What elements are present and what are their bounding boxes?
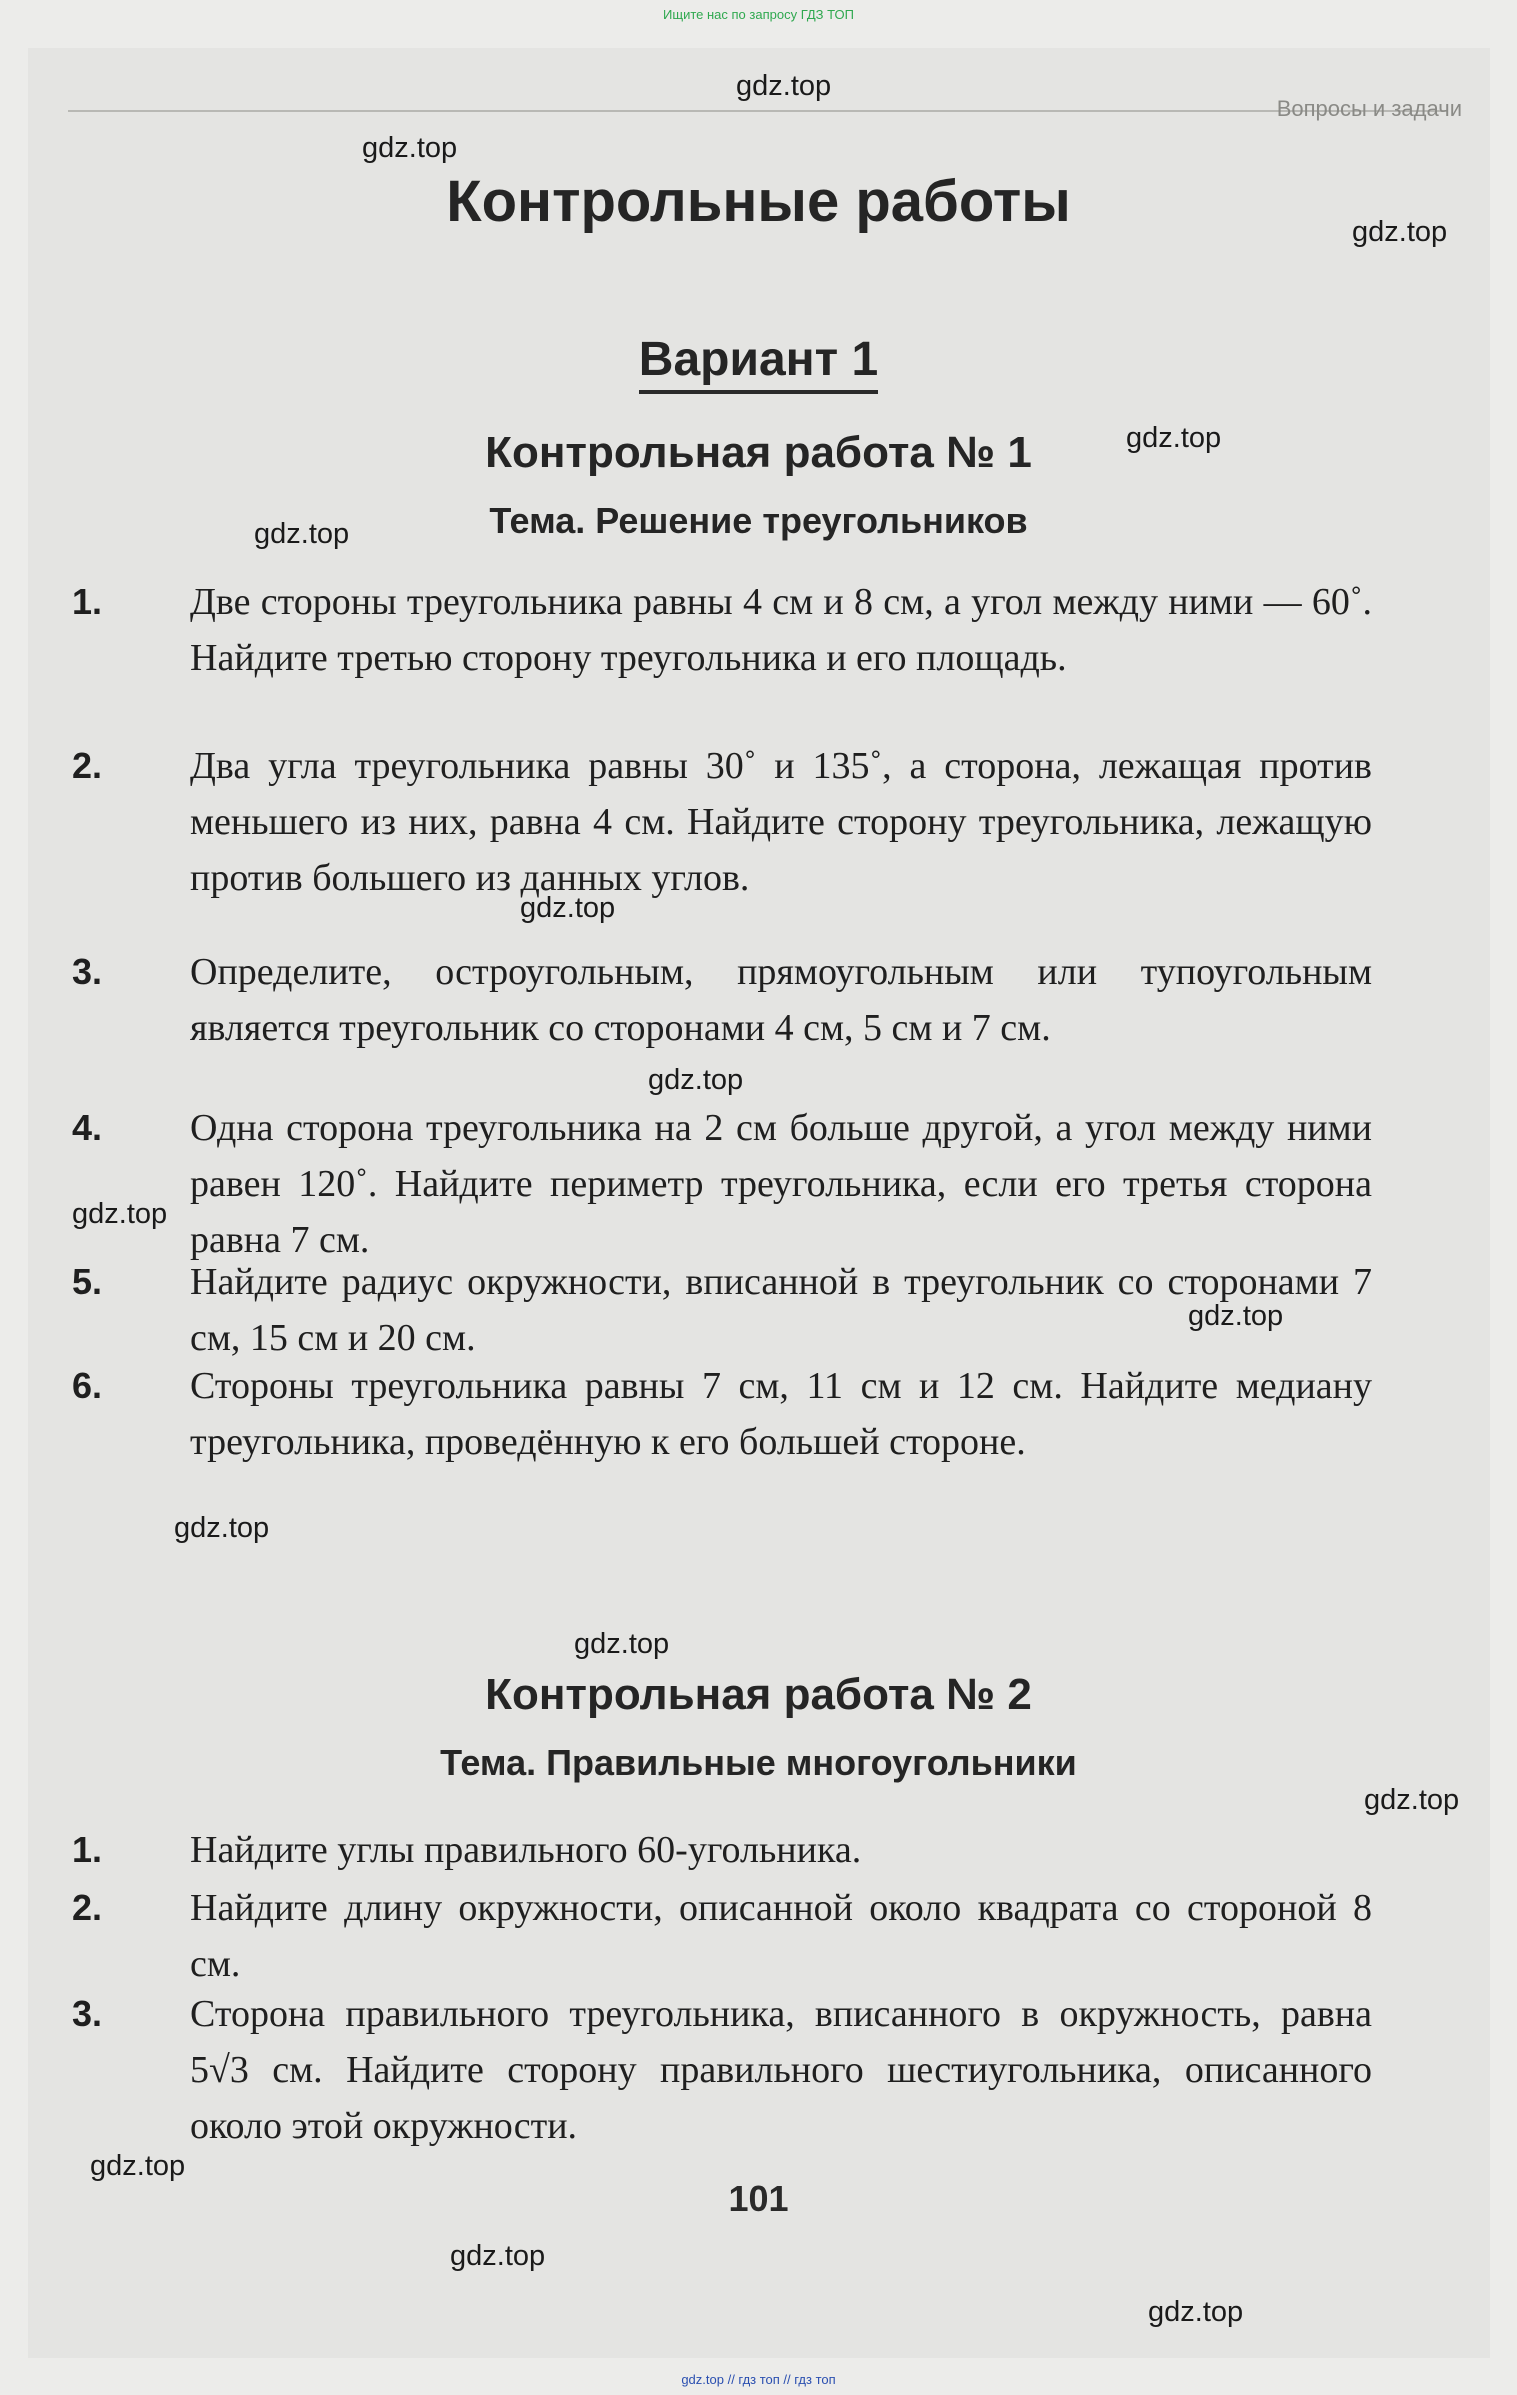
watermark: gdz.top bbox=[174, 1512, 270, 1544]
task-text: Стороны треугольника равны 7 см, 11 см и 12 см. Найдите медиану треугольника, проведённую к его большей стороне. bbox=[190, 1365, 1372, 1463]
task-number: 6. bbox=[72, 1365, 103, 1406]
work-1-title: Контрольная работа № 1 bbox=[485, 428, 1032, 477]
task-number: 1. bbox=[72, 581, 103, 622]
watermark: gdz.top bbox=[450, 2240, 546, 2272]
watermark: gdz.top bbox=[1352, 216, 1448, 248]
task-number: 5. bbox=[72, 1261, 103, 1302]
work-1-task-3 bbox=[72, 944, 1372, 1056]
running-head: Вопросы и задачи bbox=[1276, 96, 1462, 121]
watermark: gdz.top bbox=[72, 1198, 168, 1230]
watermark: gdz.top bbox=[1188, 1300, 1284, 1332]
task-number: 1. bbox=[72, 1829, 103, 1870]
watermark: gdz.top bbox=[648, 1064, 744, 1096]
header-rule bbox=[68, 110, 1448, 112]
task-text: Две стороны треугольника равны 4 см и 8 см, а угол между ними — 60˚. Найдите третью сторону треугольника и его площадь. bbox=[190, 581, 1372, 679]
top-banner[interactable]: Ищите нас по запросу ГДЗ ТОП bbox=[663, 7, 854, 22]
task-number: 3. bbox=[72, 951, 103, 992]
task-text: Два угла треугольника равны 30˚ и 135˚, а сторона, лежащая против меньшего из них, равна 4 см. Найдите сторону треугольника, лежащую против большего из данных углов. bbox=[190, 745, 1372, 899]
watermark: gdz.top bbox=[1148, 2296, 1244, 2328]
task-number: 4. bbox=[72, 1107, 103, 1148]
watermark: gdz.top bbox=[1364, 1784, 1460, 1816]
page-title: Контрольные работы bbox=[446, 169, 1071, 234]
task-number: 2. bbox=[72, 745, 103, 786]
work-1-task-6 bbox=[72, 1358, 1372, 1470]
bottom-banner[interactable]: gdz.top // гдз топ // гдз топ bbox=[681, 2372, 836, 2387]
work-2-task-2 bbox=[72, 1880, 1372, 1992]
work-2-task-1 bbox=[72, 1822, 1372, 1878]
work-1-task-4 bbox=[72, 1100, 1372, 1268]
watermark: gdz.top bbox=[1126, 422, 1222, 454]
variant-heading bbox=[0, 332, 1517, 387]
task-text: Одна сторона треугольника на 2 см больше другой, а угол между ними равен 120˚. Найдите периметр треугольника, если его третья сторона равна 7 см. bbox=[190, 1107, 1372, 1261]
task-number: 2. bbox=[72, 1887, 103, 1928]
watermark: gdz.top bbox=[90, 2150, 186, 2182]
task-text: Найдите углы правильного 60-угольника. bbox=[190, 1829, 862, 1871]
watermark: gdz.top bbox=[574, 1628, 670, 1660]
watermark: gdz.top bbox=[520, 892, 616, 924]
work-1-task-1 bbox=[72, 574, 1372, 686]
task-text: Сторона правильного треугольника, вписанного в окружность, равна 5√3 см. Найдите сторону правильного шестиугольника, описанного около этой окружности. bbox=[190, 1993, 1372, 2147]
task-text: Определите, остроугольным, прямоугольным или тупоугольным является треугольник со сторонами 4 см, 5 см и 7 см. bbox=[190, 951, 1372, 1049]
page-number: 101 bbox=[728, 2178, 789, 2219]
work-1-topic: Тема. Решение треугольников bbox=[489, 500, 1028, 541]
watermark: gdz.top bbox=[736, 70, 832, 102]
work-2-title: Контрольная работа № 2 bbox=[485, 1670, 1032, 1719]
task-text: Найдите радиус окружности, вписанной в треугольник со сторонами 7 см, 15 см и 20 см. bbox=[190, 1261, 1372, 1359]
work-1-task-2 bbox=[72, 738, 1372, 906]
work-2-topic: Тема. Правильные многоугольники bbox=[440, 1742, 1077, 1783]
task-number: 3. bbox=[72, 1993, 103, 2034]
work-2-task-3 bbox=[72, 1986, 1372, 2154]
watermark: gdz.top bbox=[254, 518, 350, 550]
variant-label: Вариант 1 bbox=[639, 333, 878, 394]
work-1-task-5 bbox=[72, 1254, 1372, 1366]
task-text: Найдите длину окружности, описанной около квадрата со стороной 8 см. bbox=[190, 1887, 1372, 1985]
watermark: gdz.top bbox=[362, 132, 458, 164]
